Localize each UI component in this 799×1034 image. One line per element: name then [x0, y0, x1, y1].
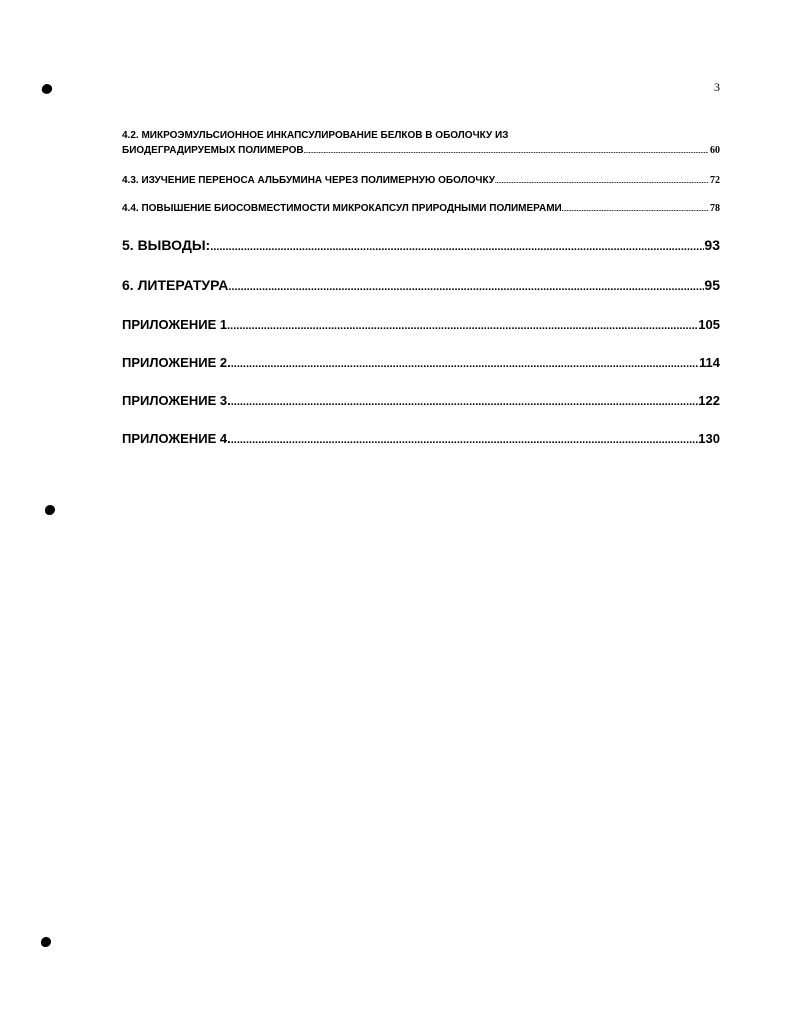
toc-entry-appendix-3[interactable]	[122, 393, 720, 408]
toc-entry-title: 5. ВЫВОДЫ:	[122, 237, 211, 253]
dot-leader	[304, 143, 708, 160]
toc-entry-4-2[interactable]	[122, 128, 720, 160]
toc-entry-title-line1: 4.2. МИКРОЭМУЛЬСИОННОЕ ИНКАПСУЛИРОВАНИЕ БЕЛКОВ В ОБОЛОЧКУ ИЗ	[122, 130, 509, 141]
toc-entry-page: 60	[710, 145, 720, 156]
toc-entry-page: 78	[710, 203, 720, 214]
toc-entry-title-line2: БИОДЕГРАДИРУЕМЫХ ПОЛИМЕРОВ	[122, 145, 304, 156]
dot-leader	[231, 355, 699, 370]
toc-entry-title: ПРИЛОЖЕНИЕ 4.	[122, 431, 231, 446]
toc-entry-conclusions[interactable]	[122, 237, 720, 253]
toc-entry-literature[interactable]	[122, 277, 720, 293]
ink-blot	[41, 937, 51, 947]
ink-blot	[45, 505, 55, 515]
toc-entry-appendix-1[interactable]	[122, 317, 720, 332]
toc-entry-title: ПРИЛОЖЕНИЕ 1	[122, 317, 228, 332]
page-number: 3	[714, 80, 720, 94]
dot-leader	[495, 173, 708, 190]
toc-entry-title: ПРИЛОЖЕНИЕ 2.	[122, 355, 231, 370]
dot-leader	[228, 277, 704, 293]
toc-entry-page: 105	[698, 317, 720, 332]
toc-entry-page: 72	[710, 175, 720, 186]
toc-entry-page: 122	[698, 393, 720, 408]
toc-entry-appendix-4[interactable]	[122, 431, 720, 446]
toc-entry-title: 4.4. ПОВЫШЕНИЕ БИОСОВМЕСТИМОСТИ МИКРОКАПСУЛ ПРИРОДНЫМИ ПОЛИМЕРАМИ	[122, 203, 562, 214]
toc-entry-title: 4.3. ИЗУЧЕНИЕ ПЕРЕНОСА АЛЬБУМИНА ЧЕРЕЗ ПОЛИМЕРНУЮ ОБОЛОЧКУ	[122, 175, 496, 186]
toc-entry-page: 114	[699, 355, 720, 370]
toc-entry-4-4[interactable]	[122, 201, 720, 218]
dot-leader	[562, 201, 708, 218]
toc-entry-page: 130	[698, 431, 720, 446]
dot-leader	[210, 237, 704, 253]
ink-blot	[41, 83, 54, 96]
toc-entry-title: ПРИЛОЖЕНИЕ 3.	[122, 393, 231, 408]
toc-entry-page: 95	[704, 277, 720, 293]
dot-leader	[231, 393, 699, 408]
toc-entry-4-3[interactable]	[122, 173, 720, 190]
toc-entry-page: 93	[704, 237, 720, 253]
dot-leader	[231, 431, 699, 446]
toc-entry-title: 6. ЛИТЕРАТУРА	[122, 277, 229, 293]
dot-leader	[227, 317, 698, 332]
toc-entry-appendix-2[interactable]	[122, 355, 720, 370]
